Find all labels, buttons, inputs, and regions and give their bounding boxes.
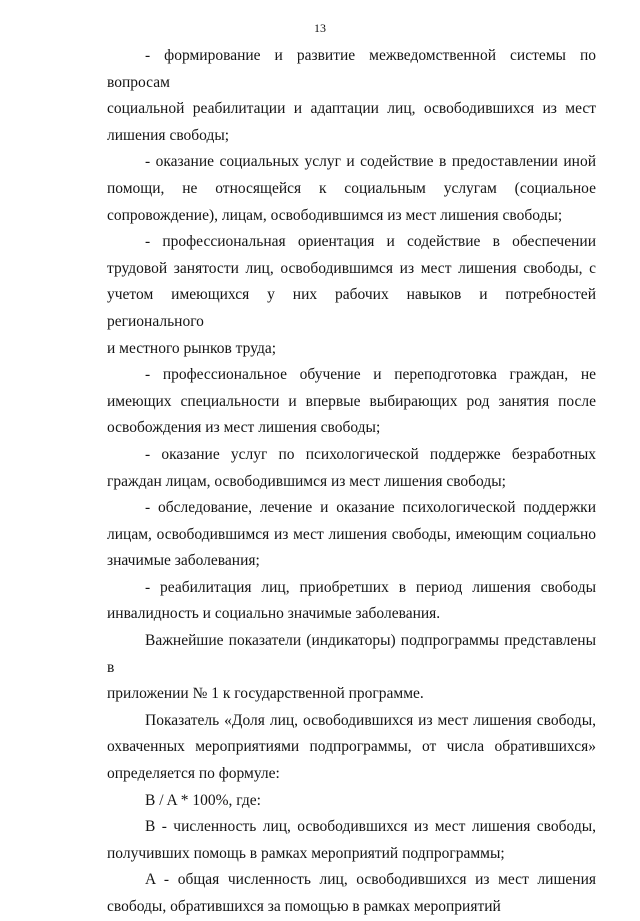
text-line: граждан лицам, освободившимся из мест лишения свободы; [107, 472, 506, 490]
text-line: Важнейшие показатели (индикаторы) подпрограммы представлены в [107, 632, 596, 676]
text-line: лицам, освободившимся из мест лишения свободы, имеющим социально [107, 525, 596, 543]
text-line: - оказание услуг по психологической поддержке безработных [145, 445, 596, 463]
text-line: получивших помощь в рамках мероприятий подпрограммы; [107, 844, 505, 862]
paragraph [107, 708, 596, 788]
paragraph [107, 362, 596, 442]
paragraph [107, 149, 596, 229]
text-line: - профессиональное обучение и переподготовка граждан, не [145, 366, 596, 384]
text-line: трудовой занятости лиц, освободившимся из мест лишения свободы, с [107, 259, 596, 277]
document-body [107, 43, 596, 921]
text-line: - обследование, лечение и оказание психологической поддержки [145, 499, 596, 517]
text-line: B / A * 100%, где: [145, 791, 261, 809]
text-line: Показатель «Доля лиц, освободившихся из мест лишения свободы, [145, 711, 596, 729]
text-line: - профессиональная ориентация и содействие в обеспечении [145, 233, 596, 251]
text-line: - оказание социальных услуг и содействие в предоставлении иной [145, 153, 596, 171]
text-line: B - численность лиц, освободившихся из мест лишения свободы, [145, 818, 596, 836]
text-line: и местного рынков труда; [107, 339, 277, 357]
paragraph [107, 814, 596, 867]
text-line: лишения свободы; [107, 126, 230, 144]
paragraph [107, 867, 596, 920]
text-line: определяется по формуле: [107, 765, 280, 783]
text-line: охваченных мероприятиями подпрограммы, от числа обратившихся» [107, 738, 596, 756]
text-line: значимые заболевания; [107, 552, 260, 570]
paragraph [107, 575, 596, 628]
page-number: 13 [314, 21, 326, 35]
text-line: учетом имеющихся у них рабочих навыков и потребностей регионального [107, 286, 596, 330]
text-line: приложении № 1 к государственной программе. [107, 685, 424, 703]
paragraph [107, 788, 596, 815]
text-line: - реабилитация лиц, приобретших в период лишения свободы [145, 578, 596, 596]
text-line: свободы, обратившихся за помощью в рамках мероприятий [107, 898, 501, 915]
text-line: имеющих специальности и впервые выбирающих род занятия после [107, 392, 596, 410]
paragraph [107, 495, 596, 575]
text-line: инвалидность и социально значимые заболевания. [107, 605, 441, 623]
text-line: сопровождение), лицам, освободившимся из мест лишения свободы; [107, 206, 563, 224]
paragraph [107, 43, 596, 149]
paragraph [107, 442, 596, 495]
text-line: социальной реабилитации и адаптации лиц, освободившихся из мест [107, 100, 596, 118]
text-line: A - общая численность лиц, освободившихся из мест лишения [145, 871, 596, 889]
paragraph [107, 229, 596, 362]
text-line: - формирование и развитие межведомственной системы по вопросам [107, 47, 596, 91]
paragraph [107, 628, 596, 708]
text-line: освобождения из мест лишения свободы; [107, 419, 381, 437]
text-line: помощи, не относящейся к социальным услугам (социальное [107, 179, 596, 197]
